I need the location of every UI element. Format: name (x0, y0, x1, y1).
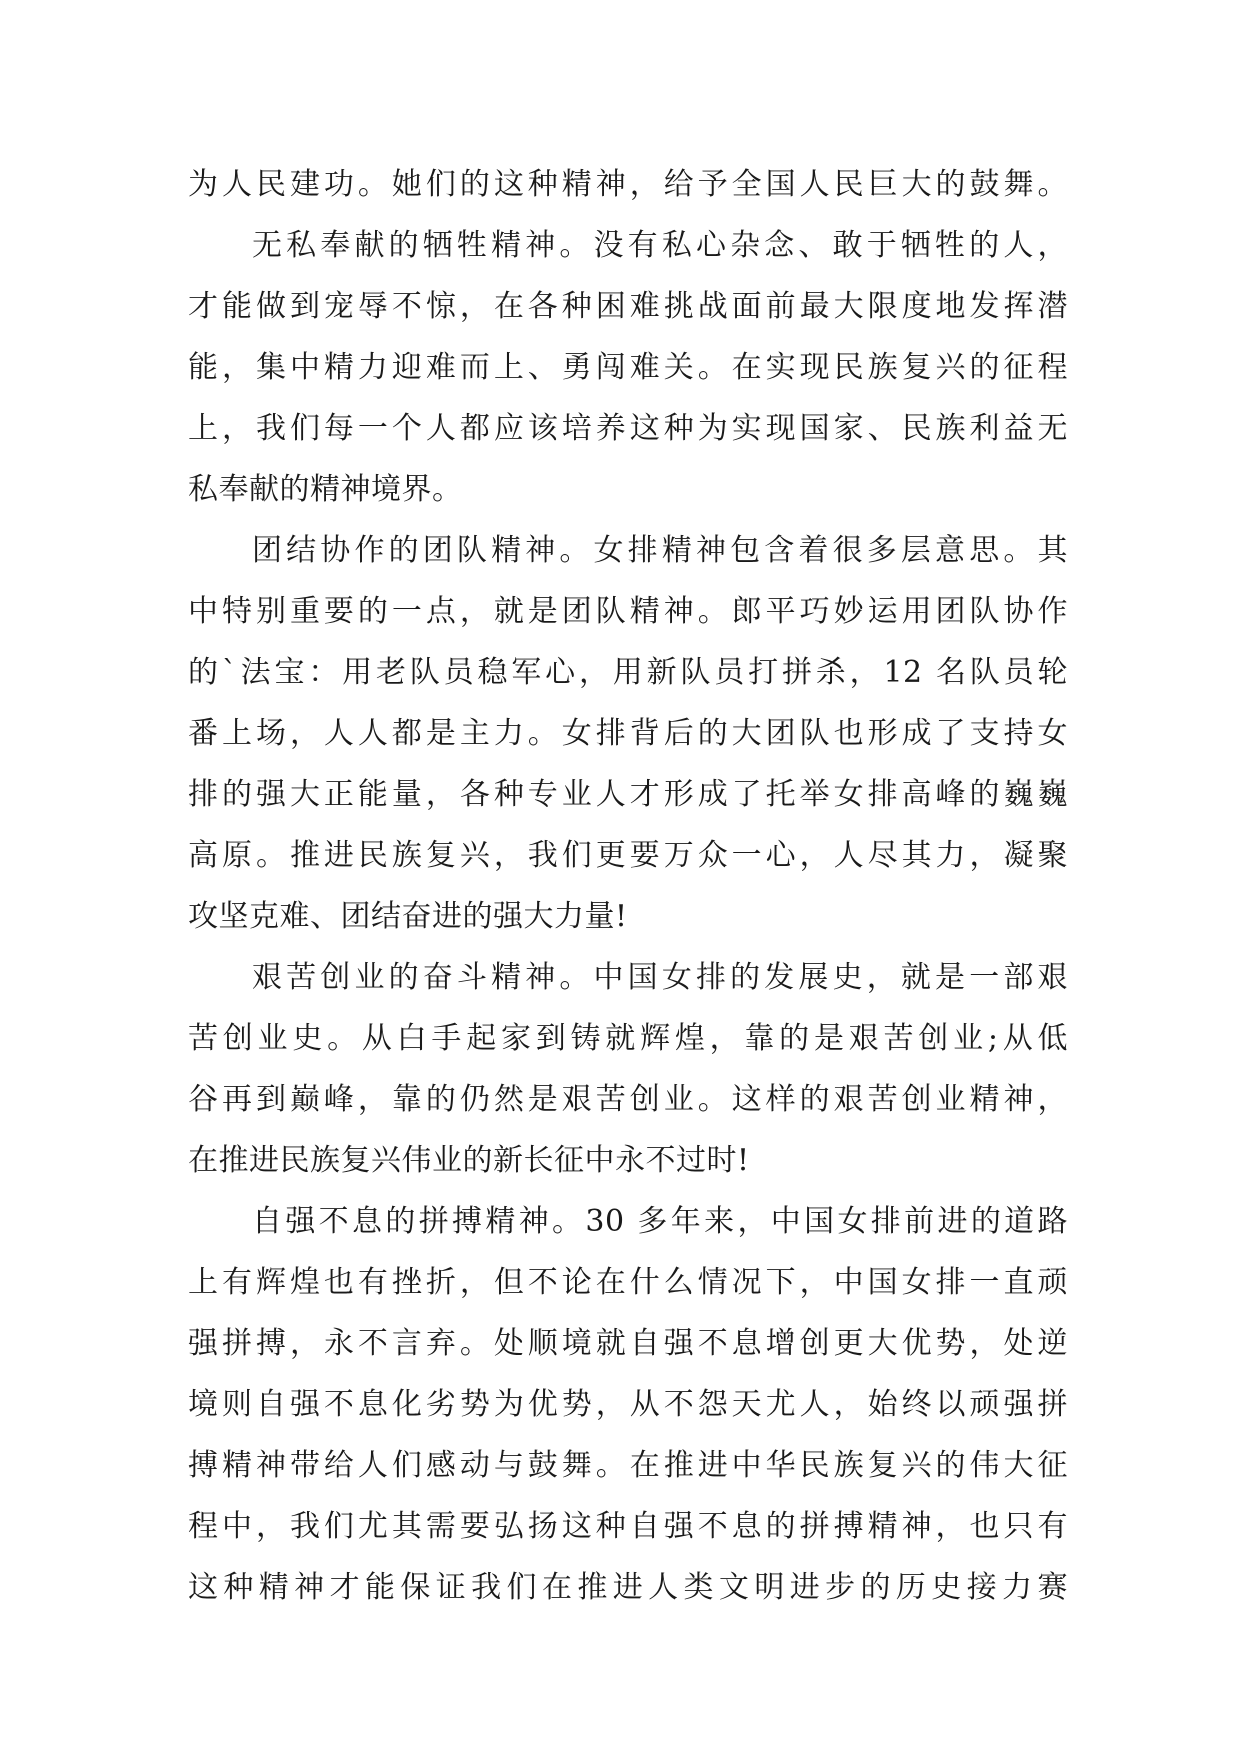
text-line: 团结协作的团队精神。女排精神包含着很多层意思。其 (252, 533, 1068, 568)
text-line: 高原。推进民族复兴，我们更要万众一心，人尽其力，凝聚 (188, 838, 1068, 873)
text-line: 为人民建功。她们的这种精神，给予全国人民巨大的鼓舞。 (188, 167, 1068, 202)
text-line: 艰苦创业的奋斗精神。中国女排的发展史，就是一部艰 (252, 960, 1068, 995)
text-line: 无私奉献的牺牲精神。没有私心杂念、敢于牺牲的人， (252, 228, 1068, 263)
text-line: 才能做到宠辱不惊，在各种困难挑战面前最大限度地发挥潜 (188, 289, 1068, 324)
text-line: 在推进民族复兴伟业的新长征中永不过时! (188, 1143, 750, 1178)
text-line: 攻坚克难、团结奋进的强大力量! (188, 899, 628, 934)
text-line: 苦创业史。从白手起家到铸就辉煌，靠的是艰苦创业;从低 (188, 1021, 1068, 1056)
text-line: 强拼搏，永不言弃。处顺境就自强不息增创更大优势，处逆 (188, 1326, 1068, 1361)
text-line: 上有辉煌也有挫折，但不论在什么情况下，中国女排一直顽 (188, 1265, 1068, 1300)
document-body (188, 154, 1068, 1618)
text-line: 上，我们每一个人都应该培养这种为实现国家、民族利益无 (188, 411, 1068, 446)
text-line: 私奉献的精神境界。 (188, 472, 463, 507)
text-line: 能，集中精力迎难而上、勇闯难关。在实现民族复兴的征程 (188, 350, 1068, 385)
text-line: 境则自强不息化劣势为优势，从不怨天尤人，始终以顽强拼 (188, 1387, 1068, 1422)
text-line: 中特别重要的一点，就是团队精神。郎平巧妙运用团队协作 (188, 594, 1068, 629)
text-line: 这种精神才能保证我们在推进人类文明进步的历史接力赛 (188, 1570, 1068, 1605)
text-line: 自强不息的拼搏精神。30 多年来，中国女排前进的道路 (252, 1204, 1068, 1239)
text-line: 谷再到巅峰，靠的仍然是艰苦创业。这样的艰苦创业精神， (188, 1082, 1068, 1117)
text-line: 搏精神带给人们感动与鼓舞。在推进中华民族复兴的伟大征 (188, 1448, 1068, 1483)
text-line: 排的强大正能量，各种专业人才形成了托举女排高峰的巍巍 (188, 777, 1068, 812)
text-line: 程中，我们尤其需要弘扬这种自强不息的拼搏精神，也只有 (188, 1509, 1068, 1544)
text-line: 的`法宝：用老队员稳军心，用新队员打拼杀，12 名队员轮 (188, 655, 1068, 690)
text-line: 番上场，人人都是主力。女排背后的大团队也形成了支持女 (188, 716, 1068, 751)
